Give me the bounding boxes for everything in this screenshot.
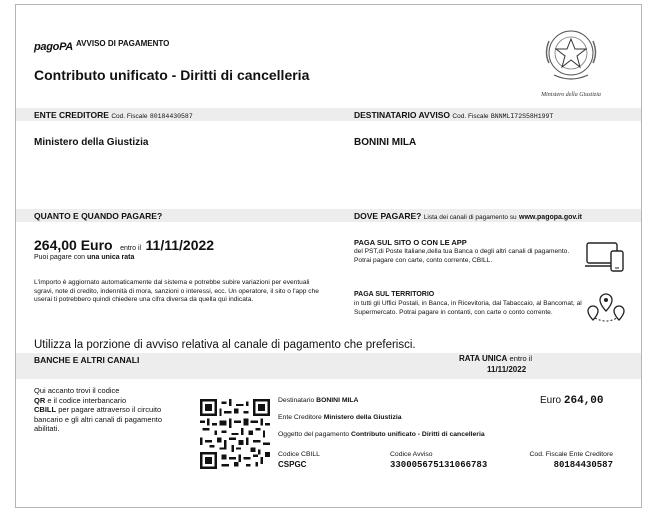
territory-title: PAGA SUL TERRITORIO	[354, 291, 435, 298]
doc-type: AVVISO DI PAGAMENTO	[76, 39, 170, 48]
recipient-header: DESTINATARIO AVVISO Cod. Fiscale BNNMLI72S58H199T	[354, 110, 554, 120]
republic-emblem-icon	[516, 23, 626, 87]
ente-line: Ente Creditore Ministero della Giustizia	[278, 414, 402, 421]
recipient-name: BONINI MILA	[354, 137, 417, 148]
pay-with: Puoi pagare con una unica rata	[34, 254, 135, 261]
avviso-value: 330005675131066783	[390, 460, 488, 470]
rata-unica: RATA UNICA entro il	[459, 354, 533, 363]
page-title: Contributo unificato - Diritti di cancelleria	[34, 67, 310, 83]
territory-text: in tutti gli Uffici Postali, in Banca, in Ricevitoria, dal Tabaccaio, al Bancomat, al Supermercato. Potrai pagare in contanti, con carte o conto corrente.	[354, 300, 582, 316]
rata-date: 11/11/2022	[487, 365, 527, 374]
creditor-name: Ministero della Giustizia	[34, 137, 149, 148]
devices-icon	[585, 241, 625, 278]
due-date: 11/11/2022	[145, 237, 215, 253]
amount-line: 264,00 Euro entro il 11/11/2022	[34, 237, 215, 253]
cf-label: Cod. Fiscale Ente Creditore	[529, 451, 613, 458]
oggetto-line: Oggetto del pagamento Contributo unificato - Diritti di cancelleria	[278, 431, 485, 438]
bank-header: BANCHE E ALTRI CANALI	[34, 355, 140, 365]
avviso-label: Codice Avviso	[390, 451, 433, 458]
emblem-caption: Ministero della Giustizia	[541, 92, 601, 98]
creditor-header: ENTE CREDITORE Cod. Fiscale 80184430587	[34, 110, 193, 120]
online-text: del PST,di Poste Italiane,della tua Banca o degli altri canali di pagamento. Potrai pagare con carte, conto corrente, CBILL.	[354, 248, 570, 264]
cbill-label: Codice CBILL	[278, 451, 320, 458]
amount-note: L'importo è aggiornato automaticamente dal sistema e potrebbe subire variazioni per eventuali sgravi, note di credito, indennità di mora, sanzioni o interessi, ecc. Un operatore, il sito o l'app che userai ti potrebbero quindi chiedere una cifra diversa da quella qui indicata.	[34, 279, 319, 303]
dest-line: Destinatario BONINI MILA	[278, 397, 359, 404]
republic-emblem	[516, 23, 626, 99]
when-header: QUANTO E QUANDO PAGARE?	[34, 211, 163, 221]
pagopa-logo: pagoPA	[34, 41, 73, 53]
qr-code	[200, 399, 270, 474]
where-header: DOVE PAGARE? Lista dei canali di pagamento su www.pagopa.gov.it	[354, 211, 583, 221]
cf-value: 80184430587	[553, 460, 613, 470]
map-pins-icon	[586, 290, 626, 331]
euro-amount: Euro 264,00	[540, 395, 604, 407]
amount: 264,00 Euro	[34, 237, 113, 253]
payment-notice	[15, 4, 642, 508]
cbill-value: CSPGC	[278, 460, 307, 469]
bank-help: Qui accanto trovi il codice QR e il codice interbancario CBILL per pagare attraverso il circuito bancario e gli altri canali di pagamento abilitati.	[34, 386, 162, 433]
instruction: Utilizza la porzione di avviso relativa al canale di pagamento che preferisci.	[34, 339, 416, 351]
online-title: PAGA SUL SITO O CON LE APP	[354, 238, 467, 247]
